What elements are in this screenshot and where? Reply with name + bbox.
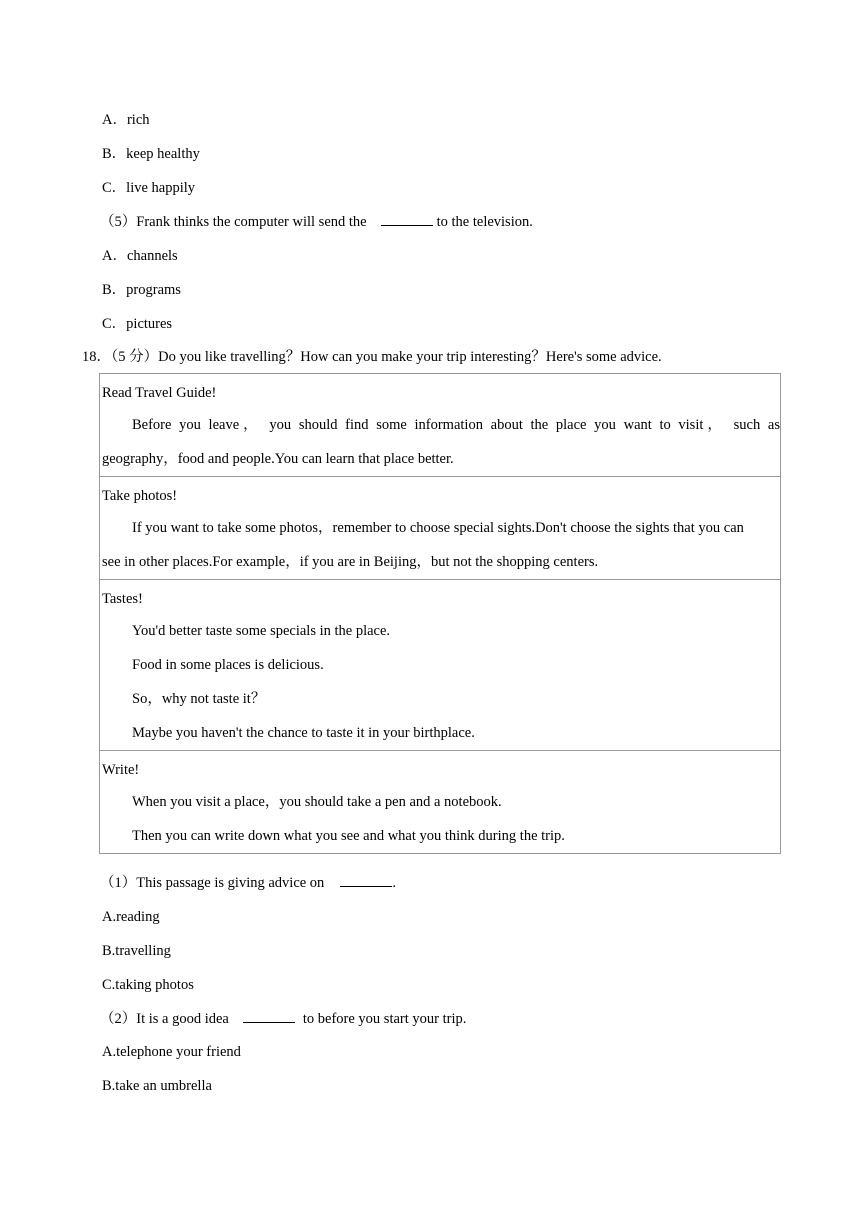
- section-line: Maybe you haven't the chance to taste it in your birthplace.: [132, 725, 475, 741]
- section-line: Food in some places is delicious.: [132, 657, 324, 673]
- sub-question-1-text: （1）This passage is giving advice on: [100, 875, 325, 891]
- question-5-text: （5）Frank thinks the computer will send the: [100, 214, 367, 230]
- question-18-header: 18．（5 分）Do you like travelling？How can you make your trip interesting？Here's some advice.: [82, 349, 662, 365]
- option-b-keep-healthy: B．keep healthy: [102, 146, 200, 162]
- section-title: Read Travel Guide!: [102, 385, 217, 401]
- section-title: Write!: [102, 762, 140, 778]
- passage-section-take-photos: [100, 477, 781, 580]
- option-a-rich: A．rich: [102, 112, 150, 128]
- option-b-programs: B．programs: [102, 282, 181, 298]
- answer-blank: [340, 874, 392, 887]
- section-title: Tastes!: [102, 591, 143, 607]
- passage-table: [99, 373, 781, 854]
- sub-question-2-text: （2）It is a good idea: [100, 1011, 229, 1027]
- option-b-travelling: B.travelling: [102, 943, 171, 959]
- option-b-take-umbrella: B.take an umbrella: [102, 1078, 212, 1094]
- question-5-text-end: to the television.: [436, 214, 533, 230]
- passage-section-write: [100, 751, 781, 854]
- section-line: You'd better taste some specials in the place.: [132, 623, 391, 639]
- option-a-telephone-friend: A.telephone your friend: [102, 1044, 241, 1060]
- option-c-pictures: C．pictures: [102, 316, 173, 332]
- answer-blank: [381, 213, 433, 226]
- option-c-live-happily: C．live happily: [102, 180, 196, 196]
- section-line: Before you leave， you should find some information about the place you want to visit， such as: [132, 417, 780, 433]
- question-5: [100, 213, 533, 231]
- option-c-taking-photos: C.taking photos: [102, 977, 194, 993]
- sub-question-2-end: to before you start your trip.: [302, 1011, 467, 1027]
- passage-section-tastes: [100, 580, 781, 751]
- section-line: Then you can write down what you see and what you think during the trip.: [132, 828, 565, 844]
- section-line: geography，food and people.You can learn that place better.: [102, 451, 454, 467]
- section-line: When you visit a place，you should take a pen and a notebook.: [132, 794, 502, 810]
- section-line: So，why not taste it？: [132, 691, 266, 707]
- sub-question-1-end: .: [392, 875, 396, 891]
- answer-blank: [243, 1010, 295, 1023]
- section-line: see in other places.For example，if you are in Beijing，but not the shopping centers.: [102, 554, 599, 570]
- section-title: Take photos!: [102, 488, 178, 504]
- section-line: If you want to take some photos，remember to choose special sights.Don't choose the sights that you can: [132, 520, 744, 536]
- sub-question-1: [100, 874, 396, 892]
- passage-section-travel-guide: [100, 374, 781, 477]
- sub-question-2: [100, 1010, 466, 1028]
- option-a-channels: A．channels: [102, 248, 178, 264]
- option-a-reading: A.reading: [102, 909, 160, 925]
